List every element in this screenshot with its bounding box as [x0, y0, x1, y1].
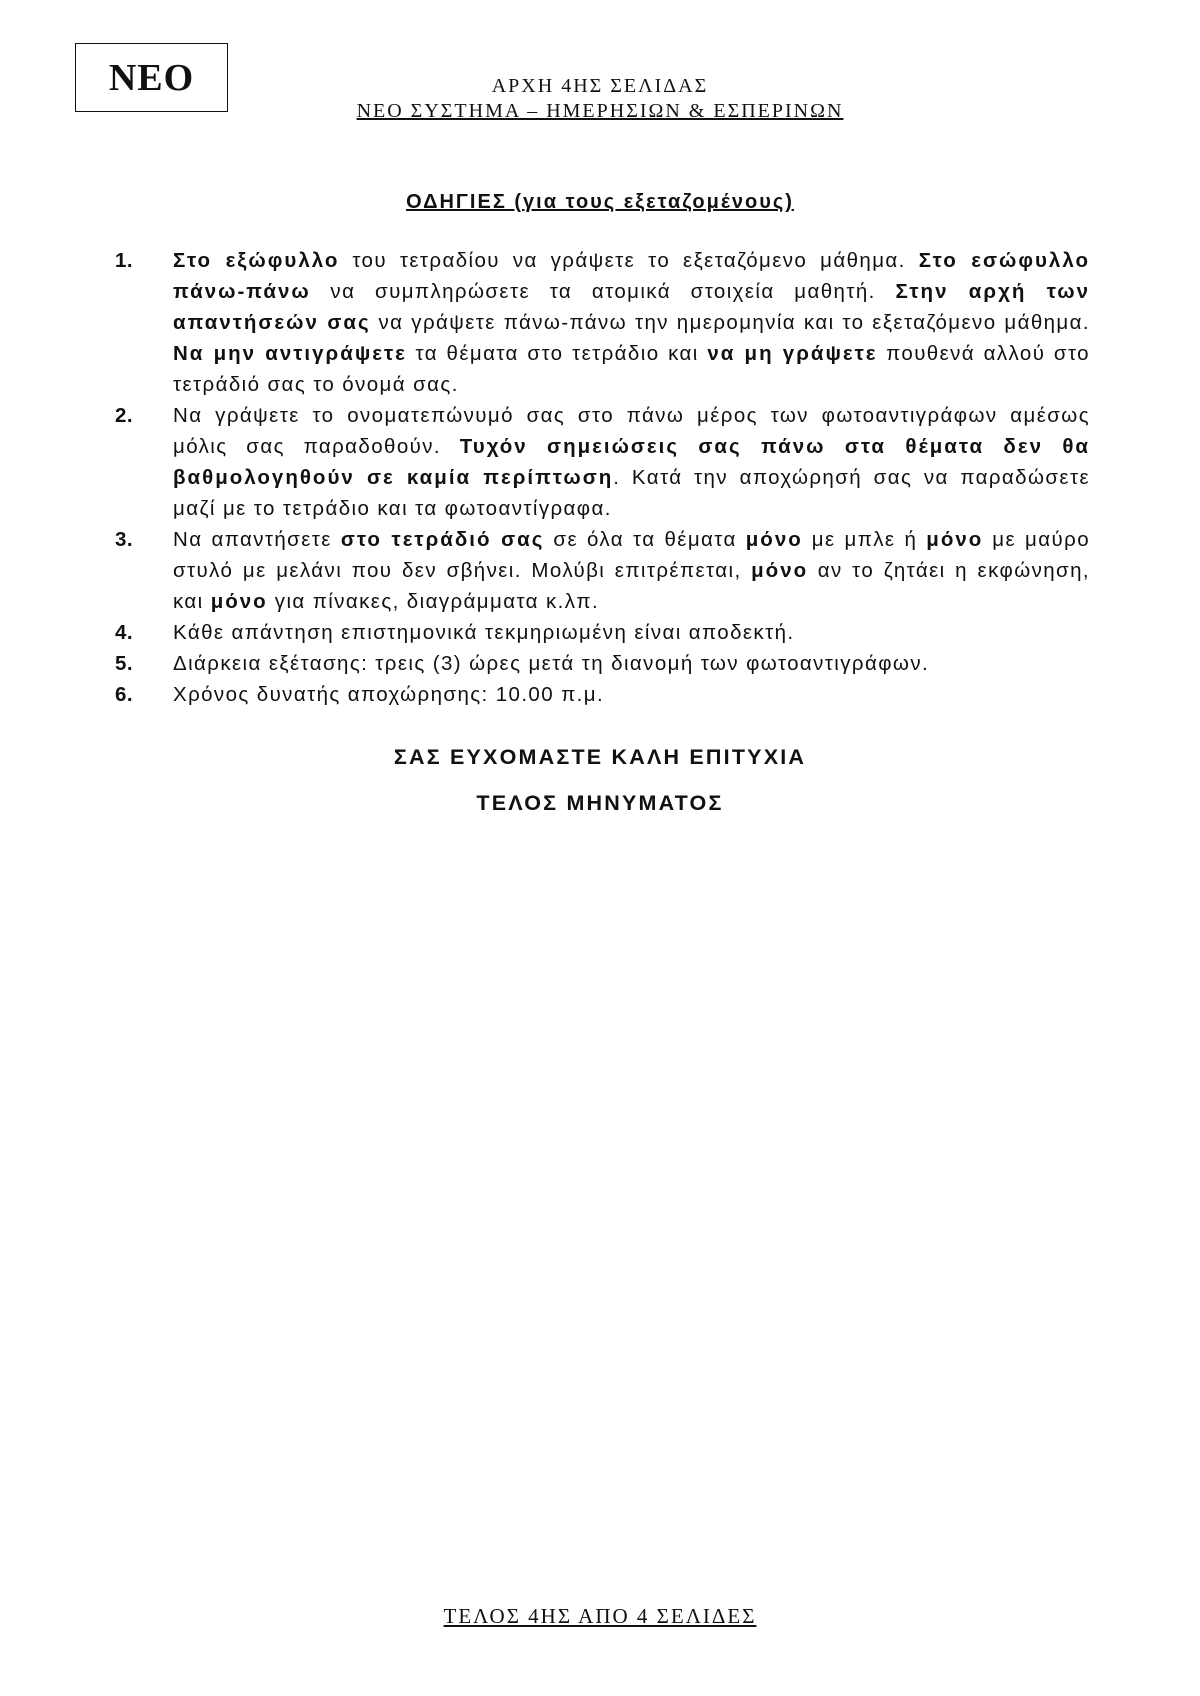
instruction-number: 5.	[115, 652, 134, 675]
instruction-text: Διάρκεια εξέτασης: τρεις (3) ώρες μετά τη διανομή των φωτοαντιγράφων.	[173, 652, 930, 675]
instruction-text: με μαύρο στυλό με μελάνι που δεν σβήνει. Μολύβι επιτρέπεται,	[173, 528, 1090, 582]
instruction-emphasis: μόνο	[751, 559, 809, 582]
instruction-emphasis: Στο εσώφυλλο πάνω-πάνω	[173, 249, 1090, 303]
instruction-text: να συμπληρώσετε τα ατομικά στοιχεία μαθητή.	[310, 280, 896, 303]
instruction-text: για πίνακες, διαγράμματα κ.λπ.	[267, 590, 600, 613]
instruction-text: πουθενά αλλού στο τετράδιό σας το όνομά σας.	[173, 342, 1090, 396]
instruction-text: με μπλε ή	[802, 528, 927, 551]
instruction-text: τα θέματα στο τετράδιο και	[406, 342, 708, 365]
instruction-item	[115, 679, 1090, 710]
instruction-number: 4.	[115, 621, 134, 644]
instruction-item	[115, 400, 1090, 524]
instruction-text: Να γράψετε το ονοματεπώνυμό σας στο πάνω μέρος των φωτοαντιγράφων αμέσως μόλις σας παραδοθούν.	[173, 404, 1090, 458]
instruction-number: 3.	[115, 528, 134, 551]
instruction-text: σε όλα τα θέματα	[544, 528, 746, 551]
instructions-list	[115, 245, 1090, 710]
instruction-item	[115, 617, 1090, 648]
instruction-text: Χρόνος δυνατής αποχώρησης: 10.00 π.μ.	[173, 683, 605, 706]
closing-wish: ΣΑΣ ΕΥΧΟΜΑΣΤΕ ΚΑΛΗ ΕΠΙΤΥΧΙΑ	[393, 745, 807, 769]
instruction-number: 2.	[115, 404, 134, 427]
instruction-text: του τετραδίου να γράψετε το εξεταζόμενο μάθημα.	[339, 249, 919, 272]
instruction-item	[115, 648, 1090, 679]
instruction-text: . Κατά την αποχώρησή σας να παραδώσετε μαζί με το τετράδιο και τα φωτοαντίγραφα.	[173, 466, 1090, 520]
closing-end-message: ΤΕΛΟΣ ΜΗΝΥΜΑΤΟΣ	[476, 791, 724, 815]
instruction-emphasis: Να μην αντιγράψετε	[173, 342, 407, 365]
instruction-emphasis: Στην αρχή των απαντήσεών σας	[173, 280, 1090, 334]
instruction-emphasis: στο τετράδιό σας	[340, 528, 545, 551]
header-page-start: ΑΡΧΗ 4ΗΣ ΣΕΛΙΔΑΣ	[491, 75, 709, 97]
instruction-text: αν το ζητάει η εκφώνηση, και	[173, 559, 1090, 613]
instruction-number: 1.	[115, 249, 134, 272]
instruction-text: Κάθε απάντηση επιστημονικά τεκμηριωμένη είναι αποδεκτή.	[173, 621, 795, 644]
instruction-text: Να απαντήσετε	[173, 528, 341, 551]
instruction-emphasis: Στο εξώφυλλο	[173, 249, 340, 272]
instruction-text: να γράψετε πάνω-πάνω την ημερομηνία και το εξεταζόμενο μάθημα.	[370, 311, 1090, 334]
instruction-item	[115, 245, 1090, 400]
page-header	[300, 74, 900, 124]
instruction-number: 6.	[115, 683, 134, 706]
instructions-title: ΟΔΗΓΙΕΣ (για τους εξεταζομένους)	[406, 191, 794, 213]
instruction-emphasis: να μη γράψετε	[707, 342, 878, 365]
instruction-emphasis: μόνο	[745, 528, 803, 551]
instruction-emphasis: Τυχόν σημειώσεις σας πάνω στα θέματα δεν θα βαθμολογηθούν σε καμία περίπτωση	[173, 435, 1091, 489]
page-footer: ΤΕΛΟΣ 4ΗΣ ΑΠΟ 4 ΣΕΛΙΔΕΣ	[443, 1604, 757, 1628]
instruction-emphasis: μόνο	[210, 590, 268, 613]
system-badge: ΝΕΟ	[75, 43, 228, 112]
instruction-emphasis: μόνο	[926, 528, 984, 551]
header-system: ΝΕΟ ΣΥΣΤΗΜΑ – ΗΜΕΡΗΣΙΩΝ & ΕΣΠΕΡΙΝΩΝ	[356, 100, 844, 122]
instruction-item	[115, 524, 1090, 617]
